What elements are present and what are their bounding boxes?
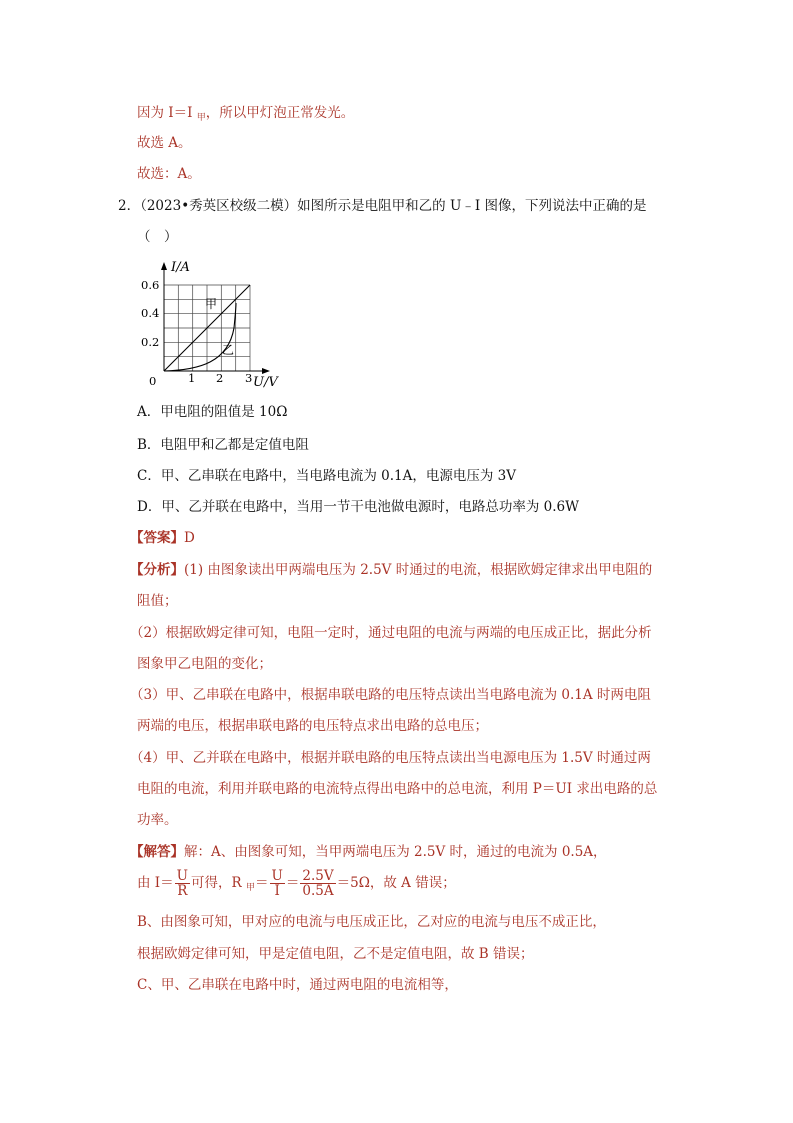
y-tick-0.4: 0.4	[141, 306, 160, 320]
option-d: D．甲、乙并联在电路中，当用一节干电池做电源时，电路总功率为 0.6W	[137, 499, 579, 515]
x-axis-arrow	[262, 368, 270, 374]
solution-line-4: 根据欧姆定律可知，甲是定值电阻，乙不是定值电阻，故 B 错误；	[137, 946, 534, 962]
option-a: A．甲电阻的阻值是 10Ω	[137, 404, 288, 420]
x-tick-2: 2	[216, 371, 224, 385]
x-tick-1: 1	[188, 371, 196, 385]
fraction-denominator: I	[274, 883, 280, 899]
analysis-text: (1) 由图象读出甲两端电压为 2.5V 时通过的电流，根据欧姆定律求出甲电阻的	[184, 562, 653, 578]
analysis-p2-line2: 图象甲乙电阻的变化；	[137, 656, 272, 672]
formula-text: ＝	[255, 875, 269, 891]
subscript: 甲	[245, 883, 255, 893]
continuation-line-3: 故选：A。	[137, 166, 201, 182]
fraction-denominator: 0.5A	[302, 883, 334, 899]
formula-text: ＝	[285, 875, 300, 891]
fraction-u-over-r	[175, 869, 190, 898]
answer-blank: （ ）	[137, 229, 178, 245]
analysis-p4-line1: （4）甲、乙并联在电路中，根据并联电路的电压特点读出当电源电压为 1.5V 时通过两	[130, 750, 651, 766]
fraction-numerator: U	[271, 868, 283, 884]
formula-text: ＝5Ω，故 A 错误；	[336, 875, 456, 891]
solution-tag: 【解答】	[130, 844, 184, 860]
analysis-p4-line2: 电阻的电流，利用并联电路的电流特点得出电路中的总电流，利用 P＝UI 求出电路的总	[137, 781, 658, 797]
analysis-p3-line1: （3）甲、乙串联在电路中，根据串联电路的电压特点读出当电路电流为 0.1A 时两电阻	[130, 687, 651, 703]
origin-label: 0	[149, 374, 157, 388]
label-jia: 甲	[205, 297, 218, 311]
question-stem	[118, 197, 646, 215]
analysis-p1-line1	[130, 561, 652, 579]
x-axis-label: U/V	[253, 375, 278, 390]
x-tick-3: 3	[245, 371, 253, 385]
answer-value: D	[184, 530, 195, 546]
subscript: 甲	[196, 113, 206, 123]
fraction-numerator: U	[176, 868, 189, 884]
solution-line-2-formula	[137, 868, 456, 903]
answer-line	[130, 529, 195, 547]
y-tick-0.2: 0.2	[141, 335, 160, 349]
question-number: 2．	[118, 198, 141, 214]
y-tick-0.6: 0.6	[141, 278, 160, 292]
fraction-denominator: R	[177, 883, 188, 899]
line-text: ，所以甲灯泡正常发光。	[205, 105, 355, 121]
question-text: 如图所示是电阻甲和乙的 U﹣I 图像，下列说法中正确的是	[297, 198, 647, 214]
option-c: C．甲、乙串联在电路中，当电路电流为 0.1A，电源电压为 3V	[137, 468, 516, 484]
fraction-values	[300, 869, 335, 898]
solution-line-5: C、甲、乙串联在电路中时，通过两电阻的电流相等，	[137, 977, 458, 993]
continuation-line-2: 故选 A。	[137, 135, 192, 151]
y-axis-label: I/A	[171, 260, 190, 275]
option-b: B．电阻甲和乙都是定值电阻	[137, 437, 309, 453]
question-source: （2023•秀英区校级二模）	[140, 198, 298, 214]
formula-text: 可得，R	[191, 875, 246, 891]
analysis-p1-line2: 阻值；	[137, 593, 178, 609]
analysis-p2-line1: （2）根据欧姆定律可知，电阻一定时，通过电阻的电流与两端的电压成正比，据此分析	[130, 625, 652, 641]
analysis-p3-line2: 两端的电压，根据串联电路的电压特点求出电路的总电压；	[137, 718, 488, 734]
ui-graph-figure	[140, 258, 290, 398]
fraction-u-over-i	[270, 869, 285, 898]
label-yi: 乙	[222, 343, 235, 357]
analysis-tag: 【分析】	[130, 562, 184, 578]
continuation-line-1	[137, 104, 354, 127]
line-text: 因为 I＝I	[137, 105, 197, 121]
solution-text: 解：A、由图象可知，当甲两端电压为 2.5V 时，通过的电流为 0.5A，	[184, 844, 607, 860]
solution-line-1	[130, 843, 607, 861]
solution-line-3: B、由图象可知，甲对应的电流与电压成正比，乙对应的电流与电压不成正比，	[137, 914, 606, 930]
answer-tag: 【答案】	[130, 530, 184, 546]
analysis-p4-line3: 功率。	[137, 812, 178, 828]
y-axis-arrow	[161, 262, 167, 270]
formula-text: 由 I＝	[137, 875, 174, 891]
fraction-numerator: 2.5V	[302, 868, 334, 884]
